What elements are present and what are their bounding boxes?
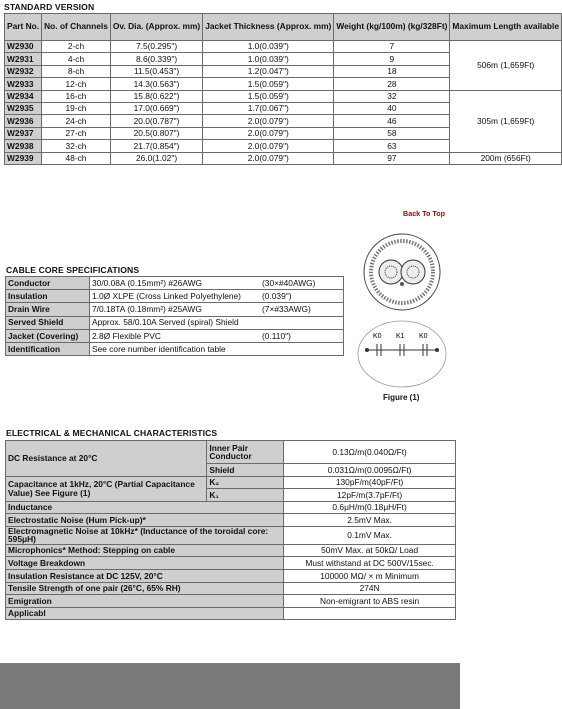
jacket-cell: 2.0(0.079")	[203, 115, 334, 127]
core-spec-label: Served Shield	[6, 316, 90, 329]
cap-val-k2: 130pF/m(40pF/Ft)	[284, 476, 456, 489]
dc-val-shield: 0.031Ω/m(0.0095Ω/Ft)	[284, 464, 456, 477]
table-row	[6, 342, 344, 355]
fig-label-k0-right: K0	[419, 333, 428, 340]
core-spec-value	[90, 290, 344, 303]
dc-resistance-label: DC Resistance at 20°C	[6, 441, 207, 477]
weight-cell: 9	[334, 53, 450, 65]
core-spec-label: Insulation	[6, 290, 90, 303]
cap-val-k1: 12pF/m(3.7pF/Ft)	[284, 489, 456, 502]
weight-cell: 40	[334, 102, 450, 114]
elec-spec-label: Electrostatic Noise (Hum Pick-up)*	[6, 514, 284, 527]
core-spec-extra-text: (30×#40AWG)	[262, 277, 316, 288]
table-row	[6, 329, 344, 342]
elec-spec-value: 274N	[284, 582, 456, 595]
max-length-cell: 506m (1,659Ft)	[450, 41, 562, 91]
bottom-overlay-bar	[0, 663, 460, 709]
elec-spec-label: Insulation Resistance at DC 125V, 20°C	[6, 569, 284, 582]
part-no-cell: W2935	[5, 102, 42, 114]
elec-spec-label: Microphonics* Method: Stepping on cable	[6, 544, 284, 557]
table-row	[5, 152, 562, 164]
channels-cell: 32-ch	[42, 140, 111, 152]
col-jacket-thickness: Jacket Thickness (Approx. mm)	[203, 14, 334, 41]
table-row	[5, 41, 562, 53]
weight-cell: 7	[334, 41, 450, 53]
table-row	[6, 557, 456, 570]
jacket-cell: 1.5(0.059")	[203, 90, 334, 102]
elec-spec-value: 100000 MΩ/ × m Minimum	[284, 569, 456, 582]
weight-cell: 46	[334, 115, 450, 127]
max-length-cell: 200m (656Ft)	[450, 152, 562, 164]
core-spec-value	[90, 277, 344, 290]
cap-sub-k1: K₁	[207, 489, 284, 502]
weight-cell: 28	[334, 78, 450, 90]
cap-sub-k2: K₂	[207, 476, 284, 489]
table-row	[6, 514, 456, 527]
channels-cell: 4-ch	[42, 53, 111, 65]
table-row	[6, 303, 344, 316]
dc-sub-shield: Shield	[207, 464, 284, 477]
core-spec-label: Jacket (Covering)	[6, 329, 90, 342]
col-weight: Weight (kg/100m) (kg/328Ft)	[334, 14, 450, 41]
ov-dia-cell: 15.8(0.622")	[110, 90, 202, 102]
channels-cell: 24-ch	[42, 115, 111, 127]
elec-spec-label: Applicabl	[6, 607, 284, 620]
table-row	[6, 582, 456, 595]
channels-cell: 8-ch	[42, 65, 111, 77]
capacitance-diagram-icon	[357, 320, 447, 388]
jacket-cell: 1.0(0.039")	[203, 41, 334, 53]
elec-mech-title: ELECTRICAL & MECHANICAL CHARACTERISTICS	[6, 428, 218, 438]
core-spec-value-text: 2.8Ø Flexible PVC	[92, 330, 161, 341]
table-row	[6, 501, 456, 514]
standard-version-table	[4, 13, 562, 165]
core-spec-value	[90, 316, 344, 329]
elec-spec-value	[284, 607, 456, 620]
fig-label-k1: K1	[396, 333, 405, 340]
part-no-cell: W2932	[5, 65, 42, 77]
part-no-cell: W2931	[5, 53, 42, 65]
part-no-cell: W2939	[5, 152, 42, 164]
cable-cross-section-icon	[362, 232, 442, 312]
part-no-cell: W2934	[5, 90, 42, 102]
core-spec-value-text: 7/0.18TA (0.18mm²) #25AWG	[92, 304, 202, 315]
elec-spec-label: Emigration	[6, 595, 284, 608]
channels-cell: 12-ch	[42, 78, 111, 90]
elec-spec-label: Voltage Breakdown	[6, 557, 284, 570]
part-no-cell: W2933	[5, 78, 42, 90]
core-spec-value	[90, 342, 344, 355]
max-length-cell: 305m (1,659Ft)	[450, 90, 562, 152]
standard-version-title: STANDARD VERSION	[4, 2, 95, 12]
weight-cell: 32	[334, 90, 450, 102]
capacitance-label: Capacitance at 1kHz, 20°C (Partial Capacitance Value) See Figure (1)	[6, 476, 207, 501]
table-row	[6, 290, 344, 303]
core-spec-value-text: 1.0Ø XLPE (Cross Linked Polyethylene)	[92, 291, 241, 302]
jacket-cell: 1.7(0.067")	[203, 102, 334, 114]
ov-dia-cell: 26.0(1.02")	[110, 152, 202, 164]
core-spec-label: Identification	[6, 342, 90, 355]
core-specs-table	[5, 276, 344, 356]
core-spec-value-text: Approx. 58/0.10A Served (spiral) Shield	[92, 317, 239, 328]
elec-spec-label: Inductance	[6, 501, 284, 514]
core-spec-extra-text: (0.039")	[262, 291, 292, 302]
ov-dia-cell: 20.5(0.807")	[110, 127, 202, 139]
table-row	[6, 476, 456, 489]
ov-dia-cell: 7.5(0.295")	[110, 41, 202, 53]
ov-dia-cell: 14.3(0.563")	[110, 78, 202, 90]
core-specs-title: CABLE CORE SPECIFICATIONS	[6, 265, 140, 275]
part-no-cell: W2938	[5, 140, 42, 152]
table-row	[6, 441, 456, 464]
elec-spec-value: 0.1mV Max.	[284, 526, 456, 544]
elec-mech-table	[5, 440, 456, 620]
dc-sub-inner: Inner Pair Conductor	[207, 441, 284, 464]
core-spec-label: Conductor	[6, 277, 90, 290]
core-spec-label: Drain Wire	[6, 303, 90, 316]
elec-spec-label: Electromagnetic Noise at 10kHz* (Inductance of the toroidal core: 595μH)	[6, 526, 284, 544]
part-no-cell: W2937	[5, 127, 42, 139]
weight-cell: 18	[334, 65, 450, 77]
col-part-no: Part No.	[5, 14, 42, 41]
ov-dia-cell: 17.0(0.669")	[110, 102, 202, 114]
elec-spec-value: Must withstand at DC 500V/15sec.	[284, 557, 456, 570]
part-no-cell: W2936	[5, 115, 42, 127]
table-header-row	[5, 14, 562, 41]
weight-cell: 58	[334, 127, 450, 139]
back-to-top-link[interactable]: Back To Top	[403, 209, 446, 218]
weight-cell: 97	[334, 152, 450, 164]
jacket-cell: 1.2(0.047")	[203, 65, 334, 77]
channels-cell: 2-ch	[42, 41, 111, 53]
col-ov-dia: Ov. Dia. (Approx. mm)	[110, 14, 202, 41]
table-row	[6, 595, 456, 608]
elec-spec-value: 2.5mV Max.	[284, 514, 456, 527]
core-spec-value-text: See core number identification table	[92, 343, 226, 354]
fig-label-k0-left: K0	[373, 333, 382, 340]
channels-cell: 19-ch	[42, 102, 111, 114]
elec-spec-value: 0.6μH/m(0.18μH/Ft)	[284, 501, 456, 514]
jacket-cell: 2.0(0.079")	[203, 140, 334, 152]
ov-dia-cell: 21.7(0.854")	[110, 140, 202, 152]
jacket-cell: 2.0(0.079")	[203, 152, 334, 164]
ov-dia-cell: 8.6(0.339")	[110, 53, 202, 65]
col-channels: No. of Channels	[42, 14, 111, 41]
core-spec-value-text: 30/0.08A (0.15mm²) #26AWG	[92, 277, 203, 288]
core-spec-extra-text: (0.110")	[262, 330, 291, 341]
channels-cell: 48-ch	[42, 152, 111, 164]
table-row	[6, 277, 344, 290]
elec-spec-value: Non-emigrant to ABS resin	[284, 595, 456, 608]
ov-dia-cell: 20.0(0.787")	[110, 115, 202, 127]
ov-dia-cell: 11.5(0.453")	[110, 65, 202, 77]
table-row	[6, 316, 344, 329]
channels-cell: 16-ch	[42, 90, 111, 102]
dc-val-inner: 0.13Ω/m(0.040Ω/Ft)	[284, 441, 456, 464]
table-row	[5, 90, 562, 102]
elec-spec-value: 50mV Max. at 50kΩ/ Load	[284, 544, 456, 557]
table-row	[6, 544, 456, 557]
weight-cell: 63	[334, 140, 450, 152]
table-row	[6, 607, 456, 620]
figure-caption: Figure (1)	[383, 393, 420, 402]
jacket-cell: 1.0(0.039")	[203, 53, 334, 65]
table-row	[6, 526, 456, 544]
channels-cell: 27-ch	[42, 127, 111, 139]
jacket-cell: 2.0(0.079")	[203, 127, 334, 139]
core-spec-value	[90, 303, 344, 316]
core-spec-value	[90, 329, 344, 342]
core-spec-extra-text: (7×#33AWG)	[262, 304, 311, 315]
elec-spec-label: Tensile Strength of one pair (26°C, 65% RH)	[6, 582, 284, 595]
part-no-cell: W2930	[5, 41, 42, 53]
table-row	[6, 569, 456, 582]
jacket-cell: 1.5(0.059")	[203, 78, 334, 90]
col-max-length: Maximum Length available	[450, 14, 562, 41]
